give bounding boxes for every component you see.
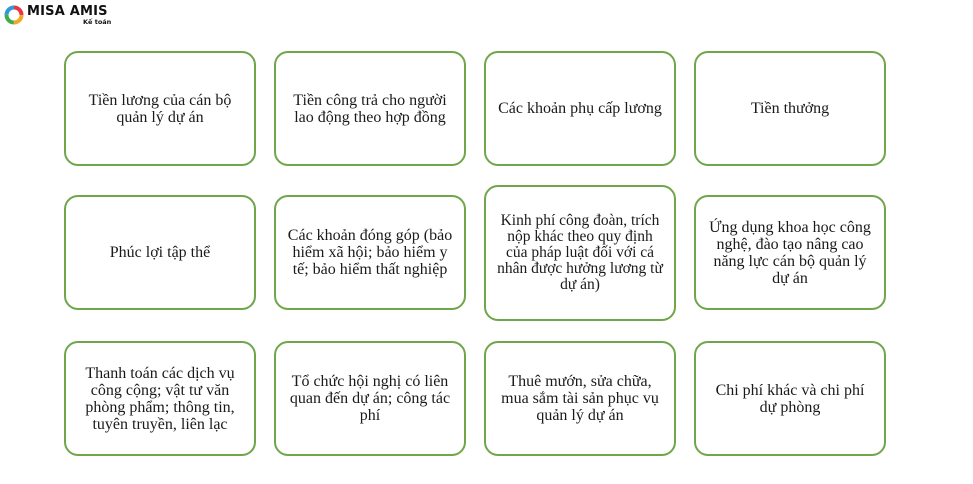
cost-box-salary-allowances — [484, 51, 676, 166]
cost-box-other-contingency — [694, 341, 886, 456]
cost-box-label: Thanh toán các dịch vụ công cộng; vật tư văn phòng phẩm; thông tin, tuyên truyền, liên lạc — [85, 364, 235, 433]
cost-box-union-fees — [484, 185, 676, 321]
logo-subtitle-text: Kế toán — [83, 17, 112, 26]
cost-box-label: Chi phí khác và chi phí dự phòng — [715, 381, 865, 416]
cost-box-public-services — [64, 341, 256, 456]
cost-box-collective-welfare — [64, 195, 256, 310]
cost-box-label: Tiền thưởng — [750, 100, 830, 117]
cost-box-label: Tổ chức hội nghị có liên quan đến dự án; công tác phí — [289, 373, 451, 424]
cost-box-label: Tiền lương của cán bộ quản lý dự án — [88, 91, 232, 126]
misa-amis-logo — [4, 3, 111, 27]
cost-box-label: Ứng dụng khoa học công nghệ, đào tạo nâng cao năng lực cán bộ quản lý dự án — [709, 218, 871, 287]
cost-box-science-training — [694, 195, 886, 310]
cost-box-contract-wages — [274, 51, 466, 166]
misa-logo-icon — [4, 5, 24, 25]
cost-box-label: Các khoản đóng góp (bảo hiểm xã hội; bảo hiểm y tế; bảo hiểm thất nghiệp — [287, 227, 453, 278]
cost-box-label: Các khoản phụ cấp lương — [498, 100, 662, 117]
cost-box-bonuses — [694, 51, 886, 166]
cost-box-label: Kinh phí công đoàn, trích nộp khác theo quy định của pháp luật đối với cá nhân được hưởng lương từ dự án) — [497, 212, 663, 293]
cost-box-insurance-contributions — [274, 195, 466, 310]
cost-box-project-manager-salary — [64, 51, 256, 166]
cost-box-conferences — [274, 341, 466, 456]
cost-box-label: Tiền công trả cho người lao động theo hợp đồng — [293, 91, 447, 126]
cost-box-label: Thuê mướn, sửa chữa, mua sắm tài sản phục vụ quản lý dự án — [501, 373, 659, 424]
cost-box-asset-rental-repair — [484, 341, 676, 456]
cost-box-label: Phúc lợi tập thể — [109, 244, 211, 261]
logo-brand-text: MISA AMIS — [27, 3, 108, 19]
